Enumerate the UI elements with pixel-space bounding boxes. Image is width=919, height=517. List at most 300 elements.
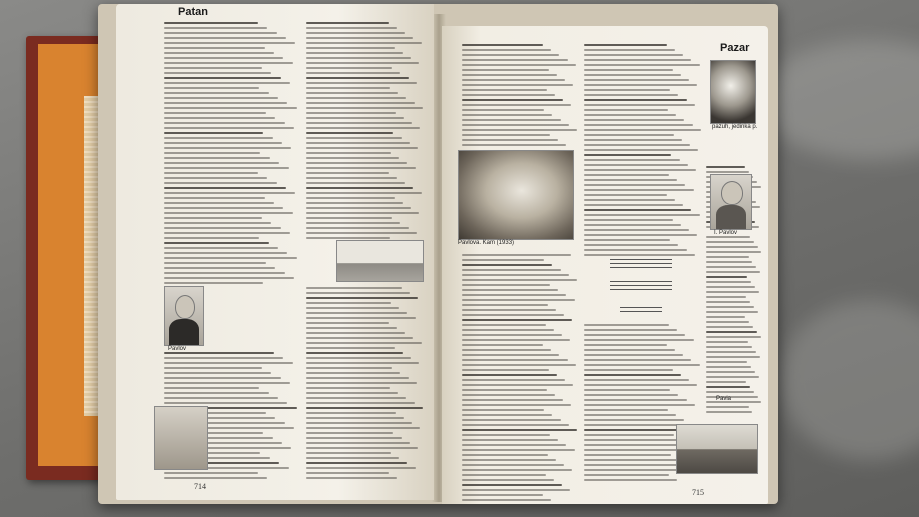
text-line [306,127,420,129]
text-line [584,84,697,86]
text-line [164,52,274,54]
portrait-photo-right [710,174,752,230]
text-line [462,109,544,111]
text-line [584,79,689,81]
text-line [462,439,558,441]
text-line [306,217,392,219]
text-line [164,77,281,79]
text-line [584,74,681,76]
text-line [706,406,749,408]
animal-photo [154,406,208,470]
left-page-headword: Patan [178,6,208,18]
text-line [462,444,566,446]
text-line [706,266,756,268]
text-line [306,377,409,379]
text-line [584,459,680,461]
text-line [164,187,286,189]
text-line [306,462,407,464]
text-line [584,169,696,171]
text-line [164,22,258,24]
text-line [706,286,755,288]
text-line [584,174,669,176]
text-line [706,371,755,373]
text-line [462,329,554,331]
text-line [462,479,554,481]
text-line [164,257,297,259]
text-line [584,164,688,166]
text-line [306,357,411,359]
text-line [584,249,687,251]
text-line [306,317,416,319]
text-line [164,382,290,384]
text-line [706,356,760,358]
text-line [306,122,412,124]
text-line [306,362,419,364]
text-line [584,374,681,376]
right-page [442,26,768,504]
text-line [462,489,570,491]
text-line [306,152,391,154]
text-line [164,87,259,89]
text-line [706,311,758,313]
text-line [306,312,407,314]
text-line [306,107,423,109]
text-line [462,339,570,341]
text-line [164,157,270,159]
text-line [584,64,700,66]
text-line [164,357,283,359]
cloth-fold [760,40,919,160]
text-line [462,419,561,421]
text-line [164,137,273,139]
text-line [306,402,415,404]
text-line [584,204,683,206]
text-line [164,92,269,94]
text-line [706,376,759,378]
text-line [584,119,684,121]
text-line [462,279,577,281]
text-line [462,139,558,141]
text-line [306,177,397,179]
text-line [306,397,406,399]
text-line [462,254,571,256]
text-line [306,27,397,29]
text-line [462,349,551,351]
text-line [462,499,551,501]
text-line [306,472,389,474]
text-line [462,94,555,96]
text-line [164,62,293,64]
text-line [164,262,266,264]
text-line [164,207,283,209]
text-line [164,127,294,129]
text-line [584,474,669,476]
text-line [584,114,676,116]
text-line [306,22,389,24]
text-line [462,79,565,81]
text-line [584,214,700,216]
text-line [584,354,683,356]
text-line [306,167,416,169]
music-score-1 [610,256,672,270]
text-line [706,331,757,333]
text-line [164,402,287,404]
left-page-number: 714 [194,482,206,491]
text-line [462,264,552,266]
text-line [462,294,566,296]
text-line [306,212,419,214]
text-line [584,194,667,196]
text-line [306,67,392,69]
text-line [584,334,685,336]
text-line [306,227,409,229]
text-line [306,197,395,199]
text-line [584,329,677,331]
text-line [462,354,559,356]
text-line [164,367,262,369]
text-line [584,219,673,221]
text-line [584,159,680,161]
text-line [584,414,676,416]
text-line [164,147,291,149]
text-line [306,467,416,469]
text-line [164,167,289,169]
text-line [706,316,745,318]
text-line [706,351,756,353]
text-line [706,291,759,293]
text-line [306,157,399,159]
text-line [462,309,556,311]
text-line [164,247,278,249]
text-line [164,42,295,44]
text-line [306,412,396,414]
text-line [584,54,683,56]
text-line [706,301,750,303]
text-line [706,171,749,173]
text-line [584,384,697,386]
text-line [306,337,413,339]
text-line [706,336,761,338]
text-line [462,144,566,146]
text-line [706,381,746,383]
text-line [462,484,562,486]
text-line [584,409,668,411]
text-line [462,99,563,101]
text-line [306,147,418,149]
text-line [306,452,391,454]
text-line [584,399,687,401]
text-line [706,251,761,253]
text-line [706,326,753,328]
text-line [164,352,274,354]
painting-photo [458,150,574,240]
text-line [164,277,294,279]
text-line [462,314,564,316]
text-line [164,27,267,29]
text-line [306,172,389,174]
text-line [164,272,285,274]
text-line [584,234,697,236]
text-line [306,237,390,239]
text-line [306,457,399,459]
text-line [584,464,688,466]
text-line [584,89,670,91]
text-line [462,319,572,321]
text-line [164,477,267,479]
text-line [706,276,747,278]
cloth-fold [780,300,919,460]
text-line [706,411,752,413]
text-line [462,409,544,411]
statuette-caption: pazuh, jedinka p. [712,124,758,130]
text-line [164,192,295,194]
portrait-caption-right: I. Pavlov [714,230,738,236]
text-line [706,391,754,393]
text-line [306,72,400,74]
text-line [164,377,281,379]
painting-caption: Pavlova. Kam (1933) [458,240,515,246]
text-line [306,287,402,289]
text-line [306,207,411,209]
text-line [462,304,548,306]
text-line [306,432,393,434]
text-line [706,296,746,298]
text-line [164,152,260,154]
text-line [306,347,395,349]
text-line [706,306,754,308]
text-line [706,366,751,368]
text-line [462,59,568,61]
text-line [584,444,690,446]
text-line [306,327,397,329]
text-line [584,124,693,126]
text-line [306,297,418,299]
text-line [584,109,668,111]
text-line [706,386,750,388]
text-line [164,117,275,119]
text-line [706,361,747,363]
text-line [462,454,548,456]
text-line [164,107,297,109]
city-caption: Pavia [716,396,732,402]
text-line [164,397,278,399]
text-line [462,364,576,366]
text-line [164,267,275,269]
ship-photo [336,240,424,282]
text-line [306,392,398,394]
text-line [584,139,682,141]
right-page-column-1 [462,44,578,504]
text-line [164,242,269,244]
text-line [164,392,269,394]
text-line [306,47,395,49]
text-line [462,64,576,66]
text-line [462,114,552,116]
text-line [164,237,259,239]
text-line [306,162,407,164]
text-line [706,241,754,243]
text-line [164,282,263,284]
text-line [462,344,543,346]
text-line [706,261,752,263]
text-line [584,69,673,71]
text-line [584,229,689,231]
text-line [462,369,549,371]
text-line [706,256,749,258]
text-line [706,346,752,348]
text-line [164,97,278,99]
text-line [164,82,290,84]
text-line [306,232,417,234]
text-line [584,189,694,191]
text-line [306,387,390,389]
text-line [462,289,558,291]
text-line [306,307,399,309]
text-line [462,54,559,56]
text-line [462,324,546,326]
text-line [584,239,670,241]
text-line [306,342,422,344]
text-line [164,72,271,74]
text-line [306,62,419,64]
text-line [164,182,277,184]
text-line [306,182,405,184]
text-line [306,427,420,429]
text-line [462,464,564,466]
text-line [164,387,259,389]
text-line [462,434,550,436]
text-line [306,302,391,304]
right-page-headword: Pazar [720,42,750,54]
text-line [306,192,422,194]
text-line [164,112,266,114]
text-line [462,69,549,71]
text-line [306,57,411,59]
text-line [306,142,410,144]
text-line [306,352,403,354]
text-line [306,102,415,104]
text-line [584,49,675,51]
text-line [706,236,750,238]
text-line [462,474,546,476]
text-line [584,419,684,421]
text-line [306,332,405,334]
text-line [306,77,409,79]
text-line [584,454,671,456]
text-line [584,339,694,341]
text-line [462,359,568,361]
text-line [164,197,265,199]
text-line [306,137,402,139]
text-line [306,477,397,479]
text-line [462,334,562,336]
text-line [462,449,575,451]
text-line [462,399,563,401]
text-line [306,112,396,114]
statuette-photo [710,60,756,124]
text-line [584,149,698,151]
text-line [462,129,577,131]
music-score-2 [610,278,672,292]
text-line [584,404,695,406]
text-line [584,144,690,146]
text-line [306,442,410,444]
text-line [462,469,572,471]
text-line [462,84,573,86]
city-photo [676,424,758,474]
text-line [306,422,412,424]
text-line [306,202,403,204]
text-line [584,179,677,181]
text-line [164,177,267,179]
text-line [584,59,691,61]
text-line [462,374,557,376]
text-line [462,124,569,126]
text-line [706,166,745,168]
text-line [306,372,400,374]
text-line [584,434,674,436]
text-line [584,129,701,131]
text-line [306,132,393,134]
text-line [164,217,262,219]
text-line [584,349,675,351]
text-line [306,87,390,89]
text-line [164,122,285,124]
text-line [306,52,403,54]
text-line [584,44,667,46]
text-line [306,97,406,99]
music-score-3 [620,304,662,314]
text-line [584,224,681,226]
text-line [584,379,689,381]
text-line [706,281,751,283]
text-line [462,269,561,271]
text-line [462,89,547,91]
text-line [584,389,670,391]
text-line [462,49,551,51]
text-line [584,99,687,101]
text-line [164,32,277,34]
text-line [164,57,283,59]
text-line [306,117,404,119]
portrait-photo-left [164,286,204,346]
text-line [164,232,290,234]
text-line [164,102,287,104]
text-line [462,494,543,496]
text-line [164,202,274,204]
text-line [164,162,279,164]
text-line [462,299,575,301]
text-line [164,172,258,174]
text-line [584,344,667,346]
text-line [584,439,682,441]
text-line [306,37,413,39]
text-line [164,132,263,134]
text-line [306,417,404,419]
text-line [164,227,281,229]
text-line [584,364,700,366]
text-line [306,322,389,324]
text-line [462,404,571,406]
text-line [462,119,561,121]
text-line [462,459,556,461]
text-line [706,401,761,403]
text-line [584,209,691,211]
text-line [462,134,550,136]
text-line [164,212,293,214]
text-line [164,222,271,224]
text-line [462,384,573,386]
